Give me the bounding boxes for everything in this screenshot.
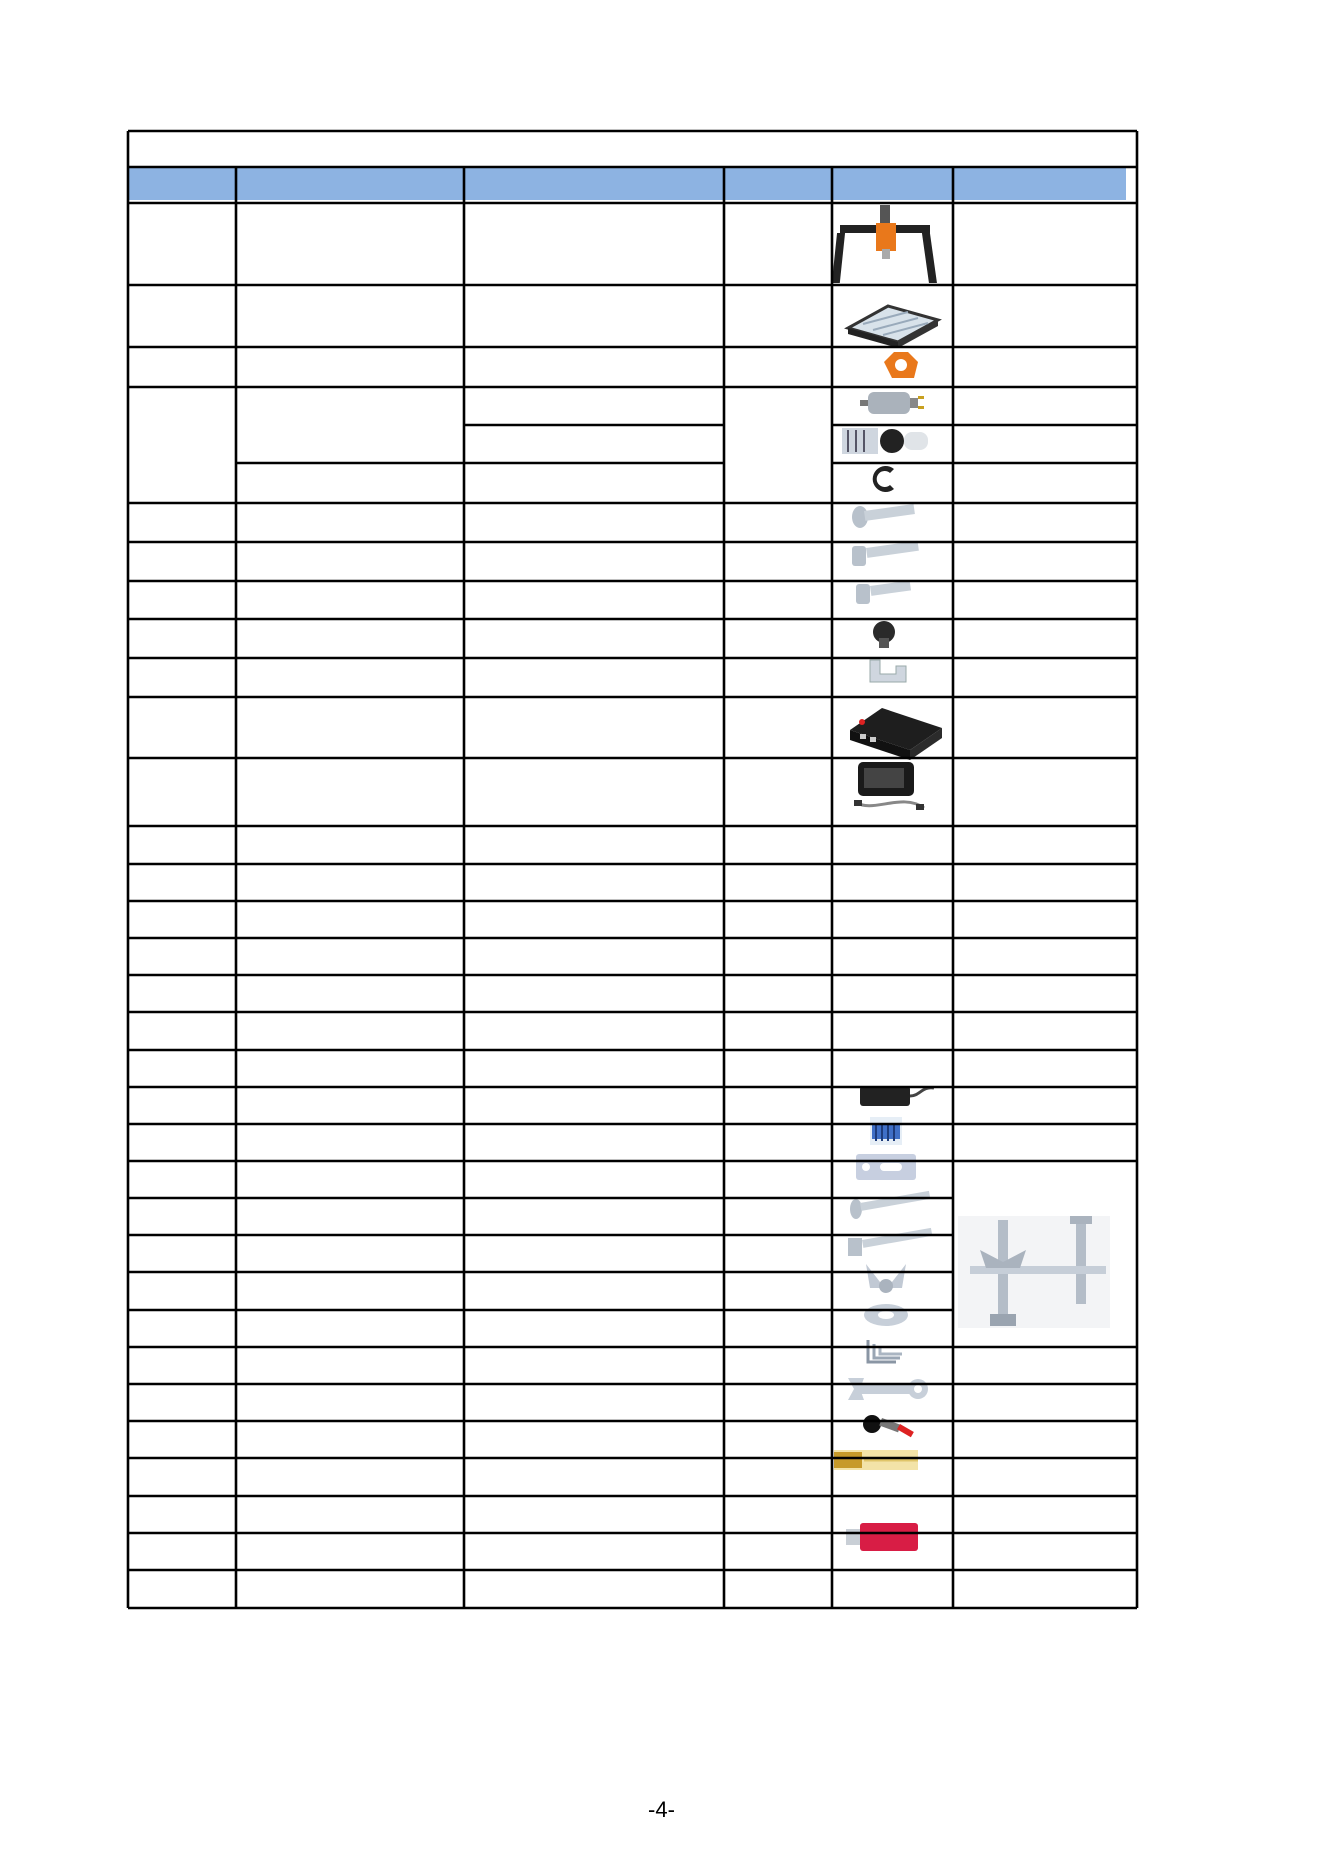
long-bolt-icon <box>850 1191 930 1219</box>
offline-controller-icon <box>854 762 924 810</box>
washer-icon <box>864 1304 908 1326</box>
part-images <box>832 205 1110 1551</box>
table-header-row <box>128 167 1126 200</box>
wrench-icon <box>848 1378 928 1400</box>
t-nut-icon <box>873 621 895 648</box>
table-grid <box>128 131 1137 1608</box>
orange-nut-icon <box>884 352 918 378</box>
hex-keys-icon <box>868 1340 902 1362</box>
hex-bolt-icon <box>848 1228 932 1256</box>
power-adapter-icon <box>860 1086 934 1106</box>
probe-clip-icon <box>863 1415 914 1437</box>
bracket-icon <box>870 660 906 682</box>
socket-head-screw-icon <box>852 541 919 566</box>
collet-icon <box>842 428 928 454</box>
usb-drive-icon <box>846 1523 918 1551</box>
spindle-motor-icon <box>860 392 924 414</box>
wing-nut-icon <box>866 1264 906 1293</box>
cnc-frame-icon <box>832 205 937 283</box>
spoilboard-icon <box>848 306 938 348</box>
short-screw-icon <box>856 580 911 604</box>
brush-icon <box>834 1450 918 1470</box>
c-clip-icon <box>873 466 894 492</box>
clamp-assembly-icon <box>958 1216 1110 1328</box>
router-bits-icon <box>870 1117 902 1145</box>
page-number: -4- <box>648 1797 675 1822</box>
clamp-plate-icon <box>856 1154 916 1180</box>
button-head-screw-icon <box>852 504 915 528</box>
control-box-icon <box>850 708 942 760</box>
